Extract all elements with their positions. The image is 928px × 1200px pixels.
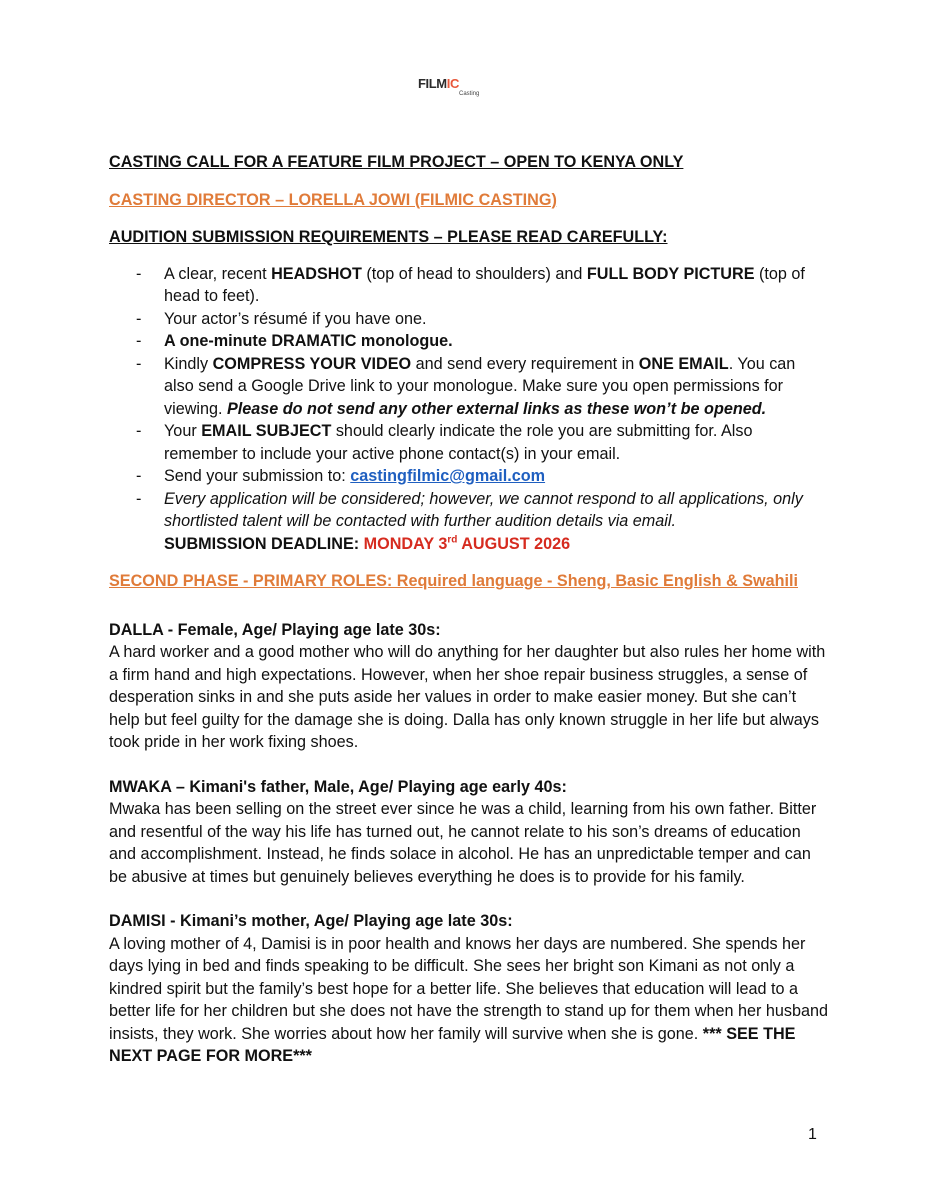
next-page-note: *** SEE THE NEXT PAGE FOR MORE*** <box>109 1024 796 1065</box>
deadline-label: SUBMISSION DEADLINE: <box>164 534 364 553</box>
bullet-dash: - <box>136 467 142 485</box>
requirements-heading: AUDITION SUBMISSION REQUIREMENTS – PLEASE READ CAREFULLY: <box>109 228 668 246</box>
bullet-dash: - <box>136 489 142 508</box>
page-number: 1 <box>808 1126 817 1143</box>
bullet-dash: - <box>136 332 142 350</box>
deadline-date: MONDAY 3rd AUGUST 2026 <box>363 534 571 553</box>
role-title: MWAKA – Kimani's father, Male, Age/ Playing age early 40s: <box>109 777 567 796</box>
requirement-headshot: - A clear, recent HEADSHOT (top of head to shoulders) and FULL BODY PICTURE (top of head to feet). <box>136 264 805 305</box>
bullet-dash: - <box>136 309 142 328</box>
logo-subtext: Casting <box>459 91 480 97</box>
requirement-deadline: - Every application will be considered; however, we cannot respond to all applications, only shortlisted talent will be contacted with further audition details via email. SUBMISSION DEADLINE: MONDAY 3rd AUGUST 2026 <box>136 489 803 553</box>
role-description: Mwaka has been selling on the street ever since he was a child, learning from his own father. Bitter and resentful of the way his life has turned out, he cannot relate to his son’s dreams of education and accomplishment. Instead, he finds solace in alcohol. He has an unpredictable temper and can be abusive at times but genuinely believes everything he does is to provide for his family. <box>109 800 817 886</box>
role-dalla <box>109 619 829 754</box>
document-body <box>109 151 829 1068</box>
role-title: DALLA - Female, Age/ Playing age late 30s: <box>109 620 441 639</box>
requirement-email-subject: - Your EMAIL SUBJECT should clearly indicate the role you are submitting for. Also remember to include your active phone contact(s) in your email. <box>136 422 753 463</box>
requirement-compress-video: - Kindly COMPRESS YOUR VIDEO and send every requirement in ONE EMAIL. You can also send a Google Drive link to your monologue. Make sure you open permissions for viewing. Please do not send any other external links as these won’t be opened. <box>136 354 796 418</box>
logo-wordmark: FILMIC <box>418 76 459 91</box>
filmic-casting-logo <box>418 77 498 105</box>
role-description: A hard worker and a good mother who will do anything for her daughter but also rules her home with a firm hand and high expectations. However, when her shoe repair business struggles, a sense of desperation sinks in and she puts aside her values in order to make easier money. But she can’t help but feel guilty for the damage she is doing. Dalla has only known struggle in her life but always took pride in her work fixing shoes. <box>109 643 826 751</box>
bullet-dash: - <box>136 422 142 440</box>
role-mwaka <box>109 776 829 889</box>
role-damisi <box>109 910 829 1068</box>
requirement-resume: - Your actor’s résumé if you have one. <box>109 308 829 331</box>
bullet-dash: - <box>136 354 142 373</box>
requirement-monologue: - A one-minute DRAMATIC monologue. <box>109 330 829 353</box>
bullet-dash: - <box>136 264 142 283</box>
casting-director-heading: CASTING DIRECTOR – LORELLA JOWI (FILMIC CASTING) <box>109 190 557 209</box>
email-link[interactable]: castingfilmic@gmail.com <box>350 467 546 485</box>
requirements-list <box>109 263 829 556</box>
second-phase-heading: SECOND PHASE - PRIMARY ROLES: Required language - Sheng, Basic English & Swahili <box>109 572 798 590</box>
casting-call-heading: CASTING CALL FOR A FEATURE FILM PROJECT – OPEN TO KENYA ONLY <box>109 153 684 171</box>
requirement-send-to: - Send your submission to: castingfilmic@gmail.com <box>109 465 829 488</box>
role-description: A loving mother of 4, Damisi is in poor health and knows her days are numbered. She spends her days lying in bed and finds speaking to be difficult. She sees her bright son Kimani as not only a kindred spirit but the family’s best hope for a better life. She believes that education will lead to a better life for her children but she does not have the strength to stand up for them when her husband insists, they work. She worries about how her family will survive when she is gone. *** SEE THE NEXT PAGE FOR MORE*** <box>109 934 829 1065</box>
role-title: DAMISI - Kimani’s mother, Age/ Playing age late 30s: <box>109 912 513 930</box>
